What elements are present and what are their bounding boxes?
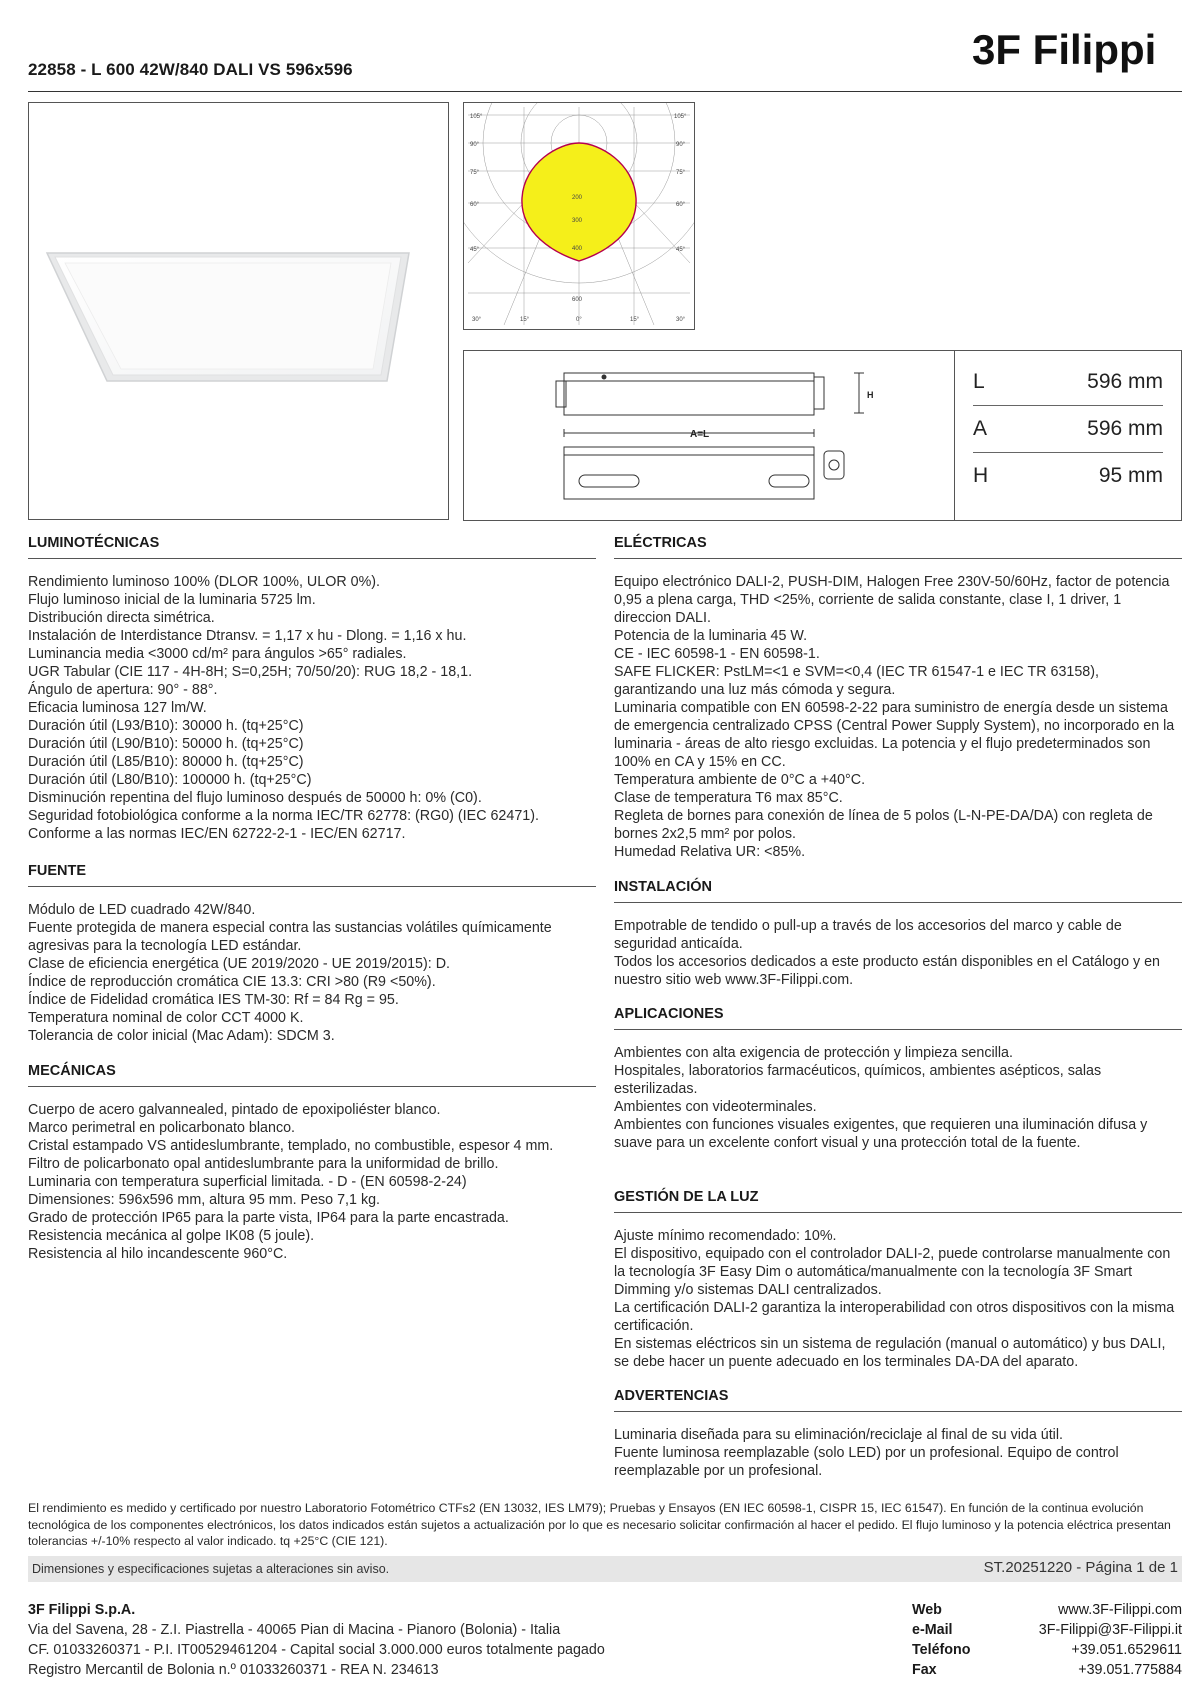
spec-line: Luminaria compatible con EN 60598-2-22 para suministro de energía desde un sistema de emergencia centralizado CPSS (Central Power Supply System), no incorporado en la luminaria - áreas de alto riesgo excluidas. La potencia y el flujo predeterminados son 100% en CA y 15% en CC.	[614, 700, 1175, 770]
contact-row-fax	[912, 1660, 1182, 1680]
section-title: ELÉCTRICAS	[614, 532, 1182, 559]
spec-line: Regleta de bornes para conexión de línea de 5 polos (L-N-PE-DA/DA) con regleta de bornes 2x2,5 mm² por polos.	[614, 808, 1153, 842]
spec-line: Luminaria con temperatura superficial limitada. - D - (EN 60598-2-24)	[28, 1174, 467, 1190]
spec-line: Ambientes con alta exigencia de protección y limpieza sencilla.	[614, 1045, 1013, 1061]
spec-line: Distribución directa simétrica.	[28, 610, 215, 626]
contact-label: Fax	[912, 1662, 937, 1678]
footer-bar	[28, 1556, 1182, 1582]
contact-row-email	[912, 1620, 1182, 1640]
angle-label-left-2: 75°	[470, 170, 480, 176]
scale-label-1: 200	[572, 195, 583, 201]
company-fiscal: CF. 01033260371 - P.I. IT00529461204 - Capital social 3.000.000 euros totalmente pagado	[28, 1642, 605, 1658]
spec-line: Índice de Fidelidad cromática IES TM-30: Rf = 84 Rg = 95.	[28, 992, 399, 1008]
angle-label-bottom-2: 15°	[520, 317, 530, 323]
scale-label-4: 600	[572, 297, 583, 303]
angle-label-right-4: 45°	[676, 247, 686, 253]
spec-line: Clase de temperatura T6 max 85°C.	[614, 790, 843, 806]
company-registry: Registro Mercantil de Bolonia n.º 01033260371 - REA N. 234613	[28, 1662, 439, 1678]
product-image	[28, 102, 449, 520]
section-title: INSTALACIÓN	[614, 876, 1182, 903]
section-title: LUMINOTÉCNICAS	[28, 532, 596, 559]
spec-line: Fuente luminosa reemplazable (solo LED) por un profesional. Equipo de control reemplazable por un profesional.	[614, 1445, 1119, 1479]
spec-line: Equipo electrónico DALI-2, PUSH-DIM, Halogen Free 230V-50/60Hz, factor de potencia 0,95 a plena carga, THD <25%, corriente de salida constante, clase I, 1 driver, 1 direccion DALI.	[614, 574, 1170, 626]
dimension-value: 596 mm	[1087, 417, 1163, 440]
spec-line: Luminancia media <3000 cd/m² para ángulos >65° radiales.	[28, 646, 407, 662]
section-advertencias	[614, 1385, 1182, 1480]
angle-label-bottom-3: 0°	[576, 317, 582, 323]
angle-label-top-right: 105°	[674, 114, 687, 120]
spec-line: CE - IEC 60598-1 - EN 60598-1.	[614, 646, 820, 662]
section-title: MECÁNICAS	[28, 1060, 596, 1087]
spec-line: La certificación DALI-2 garantiza la interoperabilidad con otros dispositivos con la misma certificación.	[614, 1300, 1175, 1334]
spec-line: Todos los accesorios dedicados a este producto están disponibles en el Catálogo y en nuestro sitio web www.3F-Filippi.com.	[614, 954, 1161, 988]
dimension-row-a	[973, 406, 1163, 453]
page-info: ST.20251220 - Página 1 de 1	[983, 1559, 1178, 1576]
spec-line: Ambientes con videoterminales.	[614, 1099, 817, 1115]
spec-line: Seguridad fotobiológica conforme a la norma IEC/TR 62778: (RG0) (IEC 62471).	[28, 808, 539, 824]
side-view-drawing	[464, 351, 954, 520]
spec-line: Marco perimetral en policarbonato blanco.	[28, 1120, 296, 1136]
spec-line: Empotrable de tendido o pull-up a través de los accesorios del marco y cable de seguridad anticaída.	[614, 918, 1122, 952]
spec-line: Hospitales, laboratorios farmacéuticos, químicos, ambientes asépticos, salas esterilizadas.	[614, 1063, 1102, 1097]
spec-line: Rendimiento luminoso 100% (DLOR 100%, ULOR 0%).	[28, 574, 381, 590]
spec-line: Disminución repentina del flujo luminoso después de 50000 h: 0% (C0).	[28, 790, 482, 806]
spec-line: UGR Tabular (CIE 117 - 4H-8H; S=0,25H; 70/50/20): RUG 18,2 - 18,1.	[28, 664, 473, 680]
section-title: ADVERTENCIAS	[614, 1385, 1182, 1412]
spec-line: Módulo de LED cuadrado 42W/840.	[28, 902, 256, 918]
angle-label-bottom-5: 30°	[676, 317, 686, 323]
dimension-label: L	[973, 370, 985, 393]
contact-info	[912, 1600, 1182, 1680]
spec-line: Ángulo de apertura: 90° - 88°.	[28, 682, 218, 698]
angle-label-left-4: 45°	[470, 247, 480, 253]
spec-line: Grado de protección IP65 para la parte vista, IP64 para la parte encastrada.	[28, 1210, 509, 1226]
a-equals-l-label: A=L	[690, 429, 710, 440]
polar-diagram	[463, 102, 695, 330]
spec-line: Instalación de Interdistance Dtransv. = 1,17 x hu - Dlong. = 1,16 x hu.	[28, 628, 467, 644]
spec-line: Ambientes con funciones visuales exigentes, que requieren una iluminación difusa y suave para un excelente confort visual y una protección total de la fuente.	[614, 1117, 1148, 1151]
brand-logo	[972, 24, 1182, 74]
company-name: 3F Filippi S.p.A.	[28, 1602, 136, 1618]
spec-line: Cristal estampado VS antideslumbrante, templado, no combustible, espesor 4 mm.	[28, 1138, 554, 1154]
section-instalacion	[614, 876, 1182, 989]
spec-line: Cuerpo de acero galvannealed, pintado de epoxipoliéster blanco.	[28, 1102, 441, 1118]
section-luminotecnicas	[28, 532, 596, 843]
spec-line: El dispositivo, equipado con el controlador DALI-2, puede controlarse manualmente con la tecnología 3F Easy Dim o automática/manualmente con la tecnología 3F Smart Dimming y/o sistemas DALI centralizados.	[614, 1246, 1171, 1298]
spec-line: SAFE FLICKER: PstLM=<1 e SVM=<0,4 (IEC TR 61547-1 e IEC TR 63158), garantizando una luz más cómoda y segura.	[614, 664, 1099, 698]
spec-line: Resistencia mecánica al golpe IK08 (5 joule).	[28, 1228, 315, 1244]
spec-line: Fuente protegida de manera especial contra las sustancias volátiles químicamente agresivas para la tecnología LED estándar.	[28, 920, 552, 954]
section-fuente	[28, 860, 596, 1045]
company-info	[28, 1600, 605, 1680]
angle-label-bottom-4: 15°	[630, 317, 640, 323]
company-address: Via del Savena, 28 - Z.I. Piastrella - 40065 Pian di Macina - Pianoro (Bolonia) - Italia	[28, 1622, 561, 1638]
spec-line: Eficacia luminosa 127 lm/W.	[28, 700, 207, 716]
contact-row-phone	[912, 1640, 1182, 1660]
disclaimer-text: Dimensiones y especificaciones sujetas a alteraciones sin aviso.	[32, 1562, 390, 1576]
brand-logo-text: 3F Filippi	[972, 26, 1157, 73]
spec-line: Flujo luminoso inicial de la luminaria 5725 lm.	[28, 592, 316, 608]
angle-label-right-1: 90°	[676, 142, 686, 148]
dimension-label: A	[973, 417, 988, 440]
spec-line: Duración útil (L80/B10): 100000 h. (tq+25°C)	[28, 772, 312, 788]
contact-label: Web	[912, 1602, 942, 1618]
spec-line: Clase de eficiencia energética (UE 2019/2020 - UE 2019/2015): D.	[28, 956, 451, 972]
section-gestion-de-la-luz	[614, 1186, 1182, 1371]
angle-label-right-3: 60°	[676, 202, 686, 208]
contact-label: e-Mail	[912, 1622, 953, 1638]
spec-line: Resistencia al hilo incandescente 960°C.	[28, 1246, 288, 1262]
spec-line: Humedad Relativa UR: <85%.	[614, 844, 806, 860]
h-label: H	[867, 390, 874, 400]
dimension-value: 596 mm	[1087, 370, 1163, 393]
contact-row-web	[912, 1600, 1182, 1620]
header-rule	[28, 91, 1182, 92]
contact-label: Teléfono	[912, 1642, 971, 1658]
email-link[interactable]: 3F-Filippi@3F-Filippi.it	[1038, 1622, 1182, 1638]
spec-line: Duración útil (L90/B10): 50000 h. (tq+25°C)	[28, 736, 304, 752]
angle-label-left-3: 60°	[470, 202, 480, 208]
dimension-value: 95 mm	[1098, 464, 1163, 487]
spec-line: Duración útil (L85/B10): 80000 h. (tq+25°C)	[28, 754, 304, 770]
spec-line: Duración útil (L93/B10): 30000 h. (tq+25°C)	[28, 718, 304, 734]
dimension-row-l	[973, 359, 1163, 406]
dimension-row-h	[973, 453, 1163, 499]
spec-line: Tolerancia de color inicial (Mac Adam): SDCM 3.	[28, 1028, 335, 1044]
section-title: APLICACIONES	[614, 1003, 1182, 1030]
dimension-drawing-box	[463, 350, 1182, 521]
spec-line: Índice de reproducción cromática CIE 13.3: CRI >80 (R9 <50%).	[28, 974, 436, 990]
section-mecanicas	[28, 1060, 596, 1263]
section-electricas	[614, 532, 1182, 861]
spec-line: Luminaria diseñada para su eliminación/reciclaje al final de su vida útil.	[614, 1427, 1064, 1443]
dimension-label: H	[973, 464, 989, 487]
spec-line: Filtro de policarbonato opal antideslumbrante para la uniformidad de brillo.	[28, 1156, 499, 1172]
spec-line: Temperatura nominal de color CCT 4000 K.	[28, 1010, 304, 1026]
dimensions-table	[955, 359, 1181, 499]
spec-line: En sistemas eléctricos sin un sistema de regulación (manual o automático) y bus DALI, se debe hacer un puente adecuado en los terminales DA-DA del aparato.	[614, 1336, 1166, 1370]
spec-line: Conforme a las normas IEC/EN 62722-2-1 - IEC/EN 62717.	[28, 826, 406, 842]
angle-label-bottom-1: 30°	[472, 317, 482, 323]
scale-label-3: 400	[572, 246, 583, 252]
angle-label-right-2: 75°	[676, 170, 686, 176]
phone-value: +39.051.6529611	[1071, 1642, 1182, 1658]
performance-footnote: El rendimiento es medido y certificado por nuestro Laboratorio Fotométrico CTFs2 (EN 13032, IES LM79); Pruebas y Ensayos (EN IEC 60598-1, CISPR 15, IEC 61547). En función de la continua evolución tecnológica de los componentes electrónicos, los datos indicados están sujetos a actualización por lo que es necesario solicitar confirmación al hacer el pedido. El flujo luminoso y la potencia eléctrica presentan tolerancias +/-10% respecto al valor indicado. tq +25°C (CIE 121).	[28, 1501, 1171, 1548]
spec-line: Dimensiones: 596x596 mm, altura 95 mm. Peso 7,1 kg.	[28, 1192, 381, 1208]
section-title: GESTIÓN DE LA LUZ	[614, 1186, 1182, 1213]
website-link[interactable]: www.3F-Filippi.com	[1058, 1602, 1182, 1618]
fax-value: +39.051.775884	[1078, 1662, 1182, 1678]
section-title: FUENTE	[28, 860, 596, 887]
spec-line: Temperatura ambiente de 0°C a +40°C.	[614, 772, 866, 788]
product-title: 22858 - L 600 42W/840 DALI VS 596x596	[28, 60, 353, 79]
section-aplicaciones	[614, 1003, 1182, 1152]
spec-line: Potencia de la luminaria 45 W.	[614, 628, 808, 644]
spec-line: Ajuste mínimo recomendado: 10%.	[614, 1228, 837, 1244]
angle-label-top-left: 105°	[470, 114, 483, 120]
scale-label-2: 300	[572, 218, 583, 224]
angle-label-left-1: 90°	[470, 142, 480, 148]
